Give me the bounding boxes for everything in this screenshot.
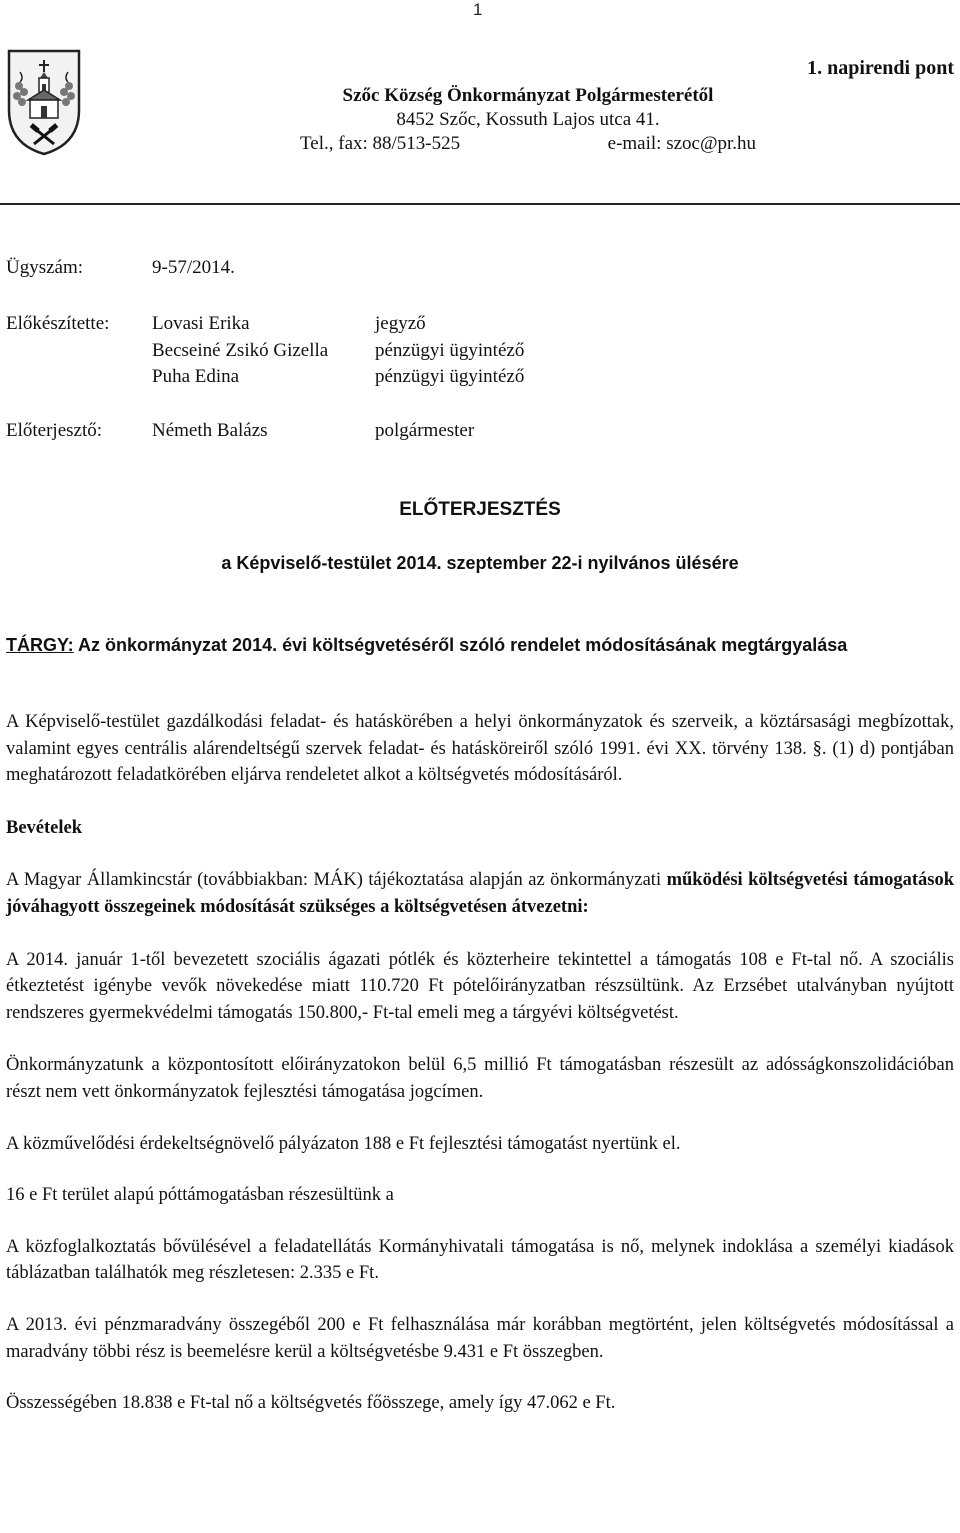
case-number-label: Ügyszám:	[6, 257, 84, 278]
subject-line	[6, 631, 954, 659]
presenter-role: polgármester	[375, 420, 475, 441]
organization-address: 8452 Szőc, Kossuth Lajos utca 41.	[396, 109, 660, 130]
mak-text: A Magyar Államkincstár (továbbiakban: MÁK) tájékoztatása alapján az önkormányzati	[6, 870, 667, 891]
mak-paragraph	[6, 867, 954, 920]
culture-grant-paragraph: A közművelődési érdekeltségnövelő pályázaton 188 e Ft fejlesztési támogatást nyertünk el.	[6, 1133, 681, 1154]
section-heading-revenues: Bevételek	[6, 817, 83, 838]
document-body	[6, 709, 954, 1417]
agenda-item-label: 1. napirendi pont	[807, 57, 954, 79]
total-paragraph: Összességében 18.838 e Ft-tal nő a költségvetés főösszege, amely így 47.062 e Ft.	[6, 1393, 616, 1414]
preparer-name: Puha Edina	[152, 366, 240, 387]
contact-row	[300, 132, 756, 156]
document-subtitle: a Képviselő-testület 2014. szeptember 22-i nyilvános ülésére	[221, 553, 739, 573]
page-number: 1	[473, 0, 483, 19]
social-supplement-paragraph: A 2014. január 1-től bevezetett szociális ágazati pótlék és közterheire tekintettel a támogatás 108 e Ft-tal nő. A szociális étkeztetést igénybe vevők növekedése miatt 110.720 Ft pótelőirányzatban részsültünk. Az Erzsébet utalványban nyújtott rendszeres gyermekvédelmi támogatás 150.800,- Ft-tal emeli meg a tárgyévi költségvetést.	[6, 949, 954, 1023]
subject-text: Az önkormányzat 2014. évi költségvetéséről szóló rendelet módosításának megtárgyalása	[78, 635, 848, 655]
preparer-role: pénzügyi ügyintéző	[375, 340, 525, 361]
phone-fax: Tel., fax: 88/513-525	[300, 133, 461, 154]
presenter-name: Németh Balázs	[152, 420, 268, 441]
header-divider	[0, 203, 960, 205]
mak-emphasis: működési költségvetési támogatások jóváhagyott összegeinek módosítását szükséges a költségvetésen átvezetni:	[6, 870, 954, 917]
case-number-value: 9-57/2014.	[152, 257, 235, 278]
document-title	[0, 499, 960, 521]
public-work-paragraph: A közfoglalkoztatás bővülésével a feladatellátás Kormányhivatali támogatása is nő, melynek indoklása a személyi kiadások táblázatban találhatók meg részletesen: 2.335 e Ft.	[6, 1236, 954, 1284]
residual-paragraph: A 2013. évi pénzmaradvány összegéből 200 e Ft felhasználása már korábban megtörtént, jelen költségvetés módosítással a maradvány többi rész is beemelésre kerül a költségvetésbe 9.431 e Ft összegben.	[6, 1314, 954, 1362]
subject-label: TÁRGY:	[6, 635, 74, 655]
area-support-paragraph: 16 e Ft terület alapú póttámogatásban részesültünk a	[6, 1185, 394, 1206]
coat-of-arms-logo	[6, 48, 82, 156]
email-address: e-mail: szoc@pr.hu	[607, 133, 756, 154]
organization-name: Szőc Község Önkormányzat Polgármesterétől	[342, 85, 714, 106]
intro-paragraph: A Képviselő-testület gazdálkodási feladat- és hatáskörében a helyi önkormányzatok és szerveik, a köztársasági megbízottak, valamint egyes centrális alárendeltségű szervek feladat- és hatásköreiről szóló 1991. évi XX. törvény 138. §. (1) d) pontjában meghatározott feladatkörében eljárva rendeletet alkot a költségvetés módosításáról.	[6, 712, 954, 786]
prepared-by-label: Előkészítette:	[6, 313, 110, 334]
presenter-label: Előterjesztő:	[6, 420, 103, 441]
document-title-text: ELŐTERJESZTÉS	[399, 499, 561, 520]
preparer-name: Becseiné Zsikó Gizella	[152, 340, 329, 361]
central-allocation-paragraph: Önkormányzatunk a központosított előirányzatokon belül 6,5 millió Ft támogatásban részesült az adósságkonszolidációban részt nem vett önkormányzatok fejlesztési támogatása jogcímen.	[6, 1055, 954, 1102]
preparer-role: jegyző	[375, 313, 426, 334]
preparer-role: pénzügyi ügyintéző	[375, 366, 525, 387]
letterhead	[300, 84, 756, 156]
preparer-name: Lovasi Erika	[152, 313, 250, 334]
